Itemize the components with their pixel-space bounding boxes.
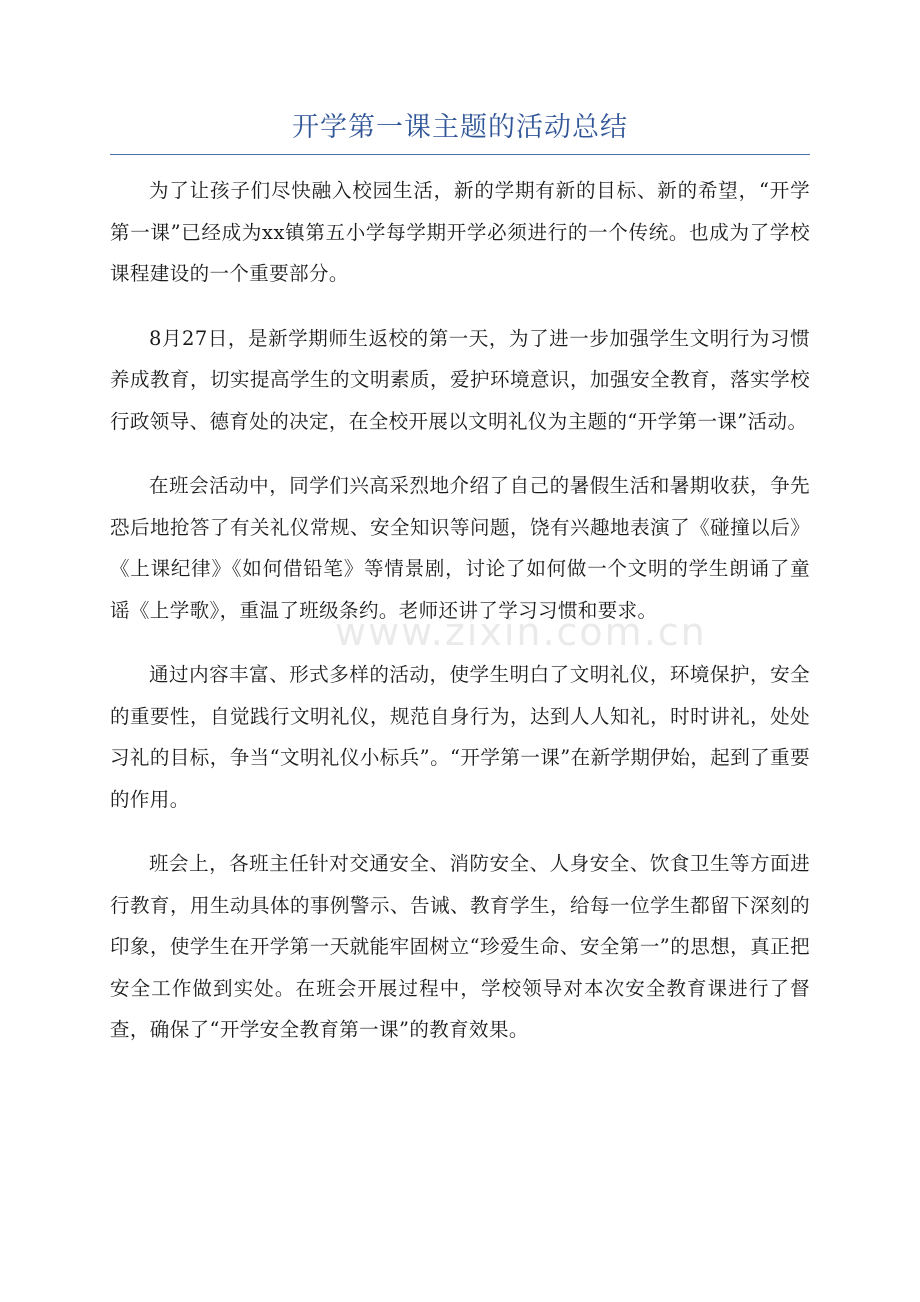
paragraph-1: 为了让孩子们尽快融入校园生活，新的学期有新的目标、新的希望，“开学第一课”已经成为xx镇第五小学每学期开学必须进行的一个传统。也成为了学校课程建设的一个重要部分。: [110, 179, 810, 285]
paragraph-5: 班会上，各班主任针对交通安全、消防安全、人身安全、饮食卫生等方面进行教育，用生动具体的事例警示、告诫、教育学生，给每一位学生都留下深刻的印象，使学生在开学第一天就能牢固树立“珍爱生命、安全第一”的思想，真正把安全工作做到实处。在班会开展过程中，学校领导对本次安全教育课进行了督查，确保了“开学安全教育第一课”的教育效果。: [110, 852, 810, 1041]
document-title: 开学第一课主题的活动总结: [292, 112, 628, 143]
watermark: www.zixin.com.cn: [335, 610, 707, 654]
document-body: [110, 170, 810, 1074]
title-underline: [110, 154, 810, 155]
paragraph-3: 在班会活动中，同学们兴高采烈地介绍了自己的暑假生活和暑期收获，争先恐后地抢答了有关礼仪常规、安全知识等问题，饶有兴趣地表演了《碰撞以后》《上课纪律》《如何借铅笔》等情景剧，讨论了如何做一个文明的学生朗诵了童谣《上学歌》，重温了班级条约。老师还讲了学习习惯和要求。: [110, 474, 810, 622]
paragraph-2: 8月27日，是新学期师生返校的第一天，为了进一步加强学生文明行为习惯养成教育，切实提高学生的文明素质，爱护环境意识，加强安全教育，落实学校行政领导、德育处的决定，在全校开展以文明礼仪为主题的“开学第一课”活动。: [110, 326, 810, 433]
paragraph-4: 通过内容丰富、形式多样的活动，使学生明白了文明礼仪，环境保护，安全的重要性，自觉践行文明礼仪，规范自身行为，达到人人知礼，时时讲礼，处处习礼的目标，争当“文明礼仪小标兵”。“开学第一课”在新学期伊始，起到了重要的作用。: [110, 663, 810, 811]
